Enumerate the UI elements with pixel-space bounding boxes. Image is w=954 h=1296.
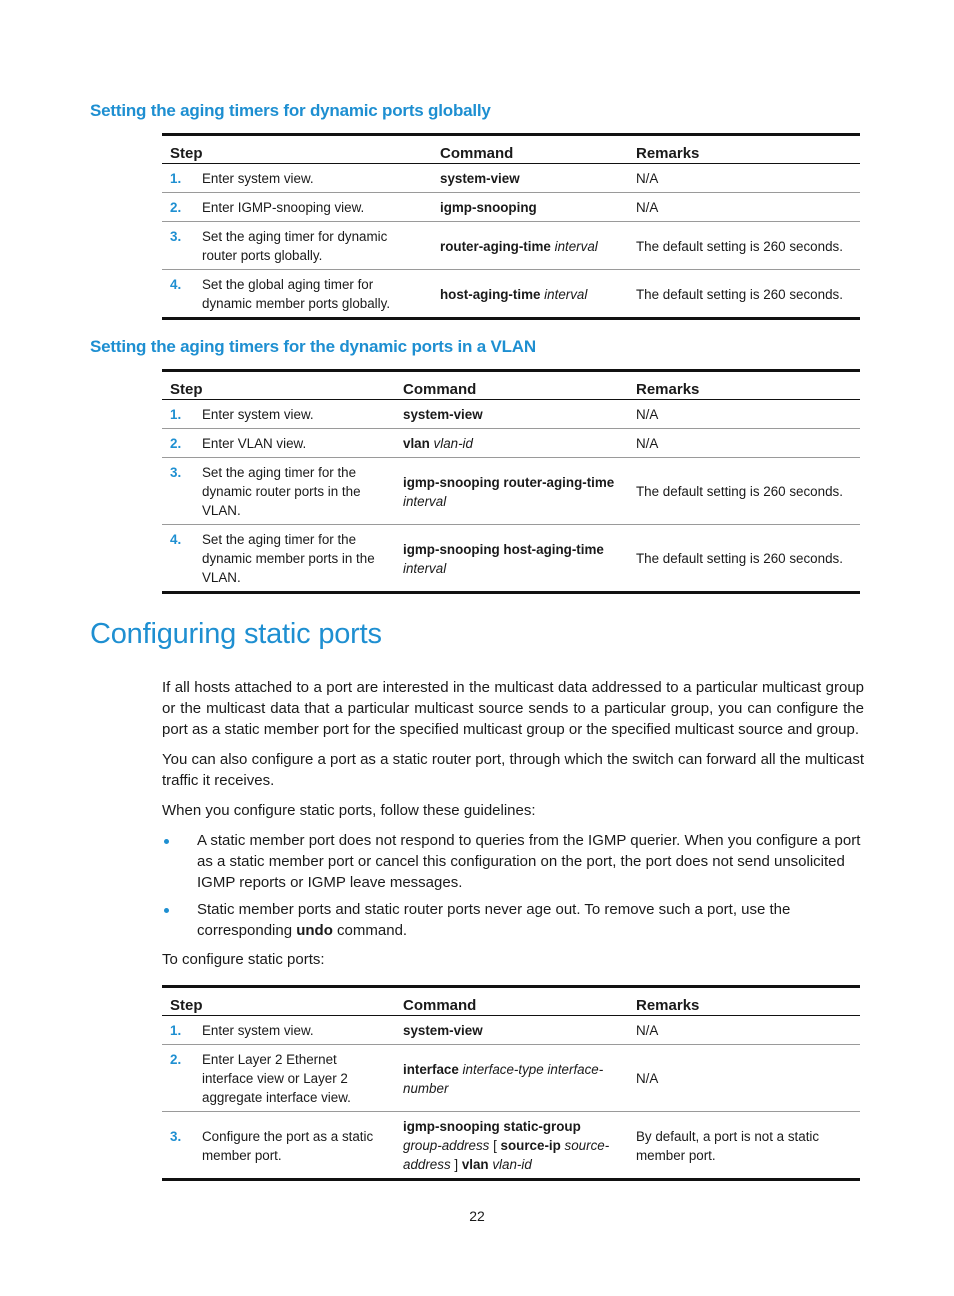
paragraph-to-configure: To configure static ports: — [162, 951, 325, 968]
step-number: 4. — [170, 277, 182, 292]
command-keyword: igmp-snooping router-aging-time — [403, 474, 615, 490]
command-argument: interface-type interface-number — [403, 1061, 604, 1096]
step-cell — [162, 193, 432, 222]
section-heading-global: Setting the aging timers for dynamic ports globally — [90, 101, 491, 120]
step-text: Set the aging timer for the dynamic router ports in the VLAN. — [202, 465, 361, 518]
col-header-remarks: Remarks — [636, 381, 700, 398]
step-cell — [162, 270, 432, 319]
col-header-remarks: Remarks — [636, 145, 700, 162]
step-cell — [162, 525, 395, 593]
table-row — [162, 525, 860, 593]
table-row — [162, 1112, 860, 1180]
paragraph-router-port: You can also configure a port as a static router port, through which the switch can forward all the multicast traffic it receives. — [162, 751, 864, 789]
remarks-cell: The default setting is 260 seconds. — [636, 484, 843, 499]
table-header-row — [162, 135, 860, 164]
table-row — [162, 429, 860, 458]
table-row — [162, 164, 860, 193]
command-keyword: system-view — [440, 171, 520, 186]
remarks-cell: N/A — [636, 1071, 659, 1086]
command-cell — [395, 1016, 628, 1045]
step-text: Enter VLAN view. — [202, 436, 307, 451]
body-text — [162, 677, 864, 979]
step-cell — [162, 429, 395, 458]
step-cell — [162, 1016, 395, 1045]
command-keyword: igmp-snooping — [440, 200, 537, 215]
table-global-aging — [162, 133, 860, 320]
paragraph-guidelines: When you configure static ports, follow these guidelines: — [162, 802, 536, 819]
table-row — [162, 1045, 860, 1112]
command-argument: interval — [554, 238, 598, 254]
step-text: Enter system view. — [202, 1023, 314, 1038]
command-cell — [395, 400, 628, 429]
step-cell — [162, 400, 395, 429]
col-header-step: Step — [170, 145, 203, 162]
col-header-command: Command — [440, 145, 514, 162]
command-argument: vlan-id — [488, 1157, 532, 1172]
command-argument: source-address — [403, 1138, 610, 1172]
command-punctuation: ] — [450, 1157, 462, 1172]
step-number: 2. — [170, 1052, 182, 1067]
table-static-ports — [162, 985, 860, 1181]
step-text: Set the aging timer for dynamic router ports globally. — [202, 229, 388, 263]
table-vlan-aging — [162, 369, 860, 594]
col-header-command: Command — [403, 997, 477, 1014]
step-text: Enter IGMP-snooping view. — [202, 200, 365, 215]
step-cell — [162, 1112, 395, 1180]
step-cell — [162, 164, 432, 193]
command-punctuation: [ — [489, 1138, 501, 1153]
step-text: Enter Layer 2 Ethernet interface view or Layer 2 aggregate interface view. — [202, 1052, 351, 1105]
col-header-remarks: Remarks — [636, 997, 700, 1014]
step-text: Configure the port as a static member port. — [202, 1128, 374, 1163]
remarks-cell: N/A — [636, 171, 659, 186]
remarks-cell: N/A — [636, 436, 659, 451]
command-keyword: interface — [403, 1061, 459, 1077]
step-cell — [162, 222, 432, 270]
step-number: 1. — [170, 1023, 182, 1038]
undo-keyword: undo — [296, 922, 333, 939]
step-number: 2. — [170, 200, 182, 215]
command-keyword: host-aging-time — [440, 286, 541, 302]
command-argument: group-address — [403, 1138, 490, 1153]
command-keyword: router-aging-time — [440, 238, 551, 254]
command-cell — [395, 1112, 628, 1180]
bullet-icon — [164, 839, 169, 844]
command-keyword: system-view — [403, 1023, 483, 1038]
command-cell — [432, 222, 628, 270]
command-cell — [395, 1045, 628, 1112]
page-number: 22 — [469, 1208, 485, 1224]
section-heading-vlan: Setting the aging timers for the dynamic ports in a VLAN — [90, 337, 536, 356]
step-text: Set the aging timer for the dynamic member ports in the VLAN. — [202, 532, 375, 585]
command-keyword: source-ip — [500, 1138, 561, 1153]
command-argument: vlan-id — [433, 436, 473, 451]
col-header-step: Step — [170, 381, 203, 398]
command-keyword: igmp-snooping static-group — [403, 1119, 581, 1134]
remarks-cell: By default, a port is not a static member port. — [636, 1128, 820, 1163]
step-text: Enter system view. — [202, 171, 314, 186]
command-cell — [395, 429, 628, 458]
table-header-row — [162, 371, 860, 400]
remarks-cell: N/A — [636, 407, 659, 422]
remarks-cell: N/A — [636, 1023, 659, 1038]
command-cell — [432, 270, 628, 319]
remarks-cell: N/A — [636, 200, 659, 215]
command-cell — [395, 458, 628, 525]
page-title: Configuring static ports — [90, 618, 382, 650]
step-number: 3. — [170, 1128, 182, 1144]
guideline-list — [162, 830, 864, 941]
step-number: 1. — [170, 407, 182, 422]
step-text: Set the global aging timer for dynamic member ports globally. — [202, 277, 391, 311]
paragraph-intro: If all hosts attached to a port are interested in the multicast data addressed to a particular multicast group or the multicast data that a particular multicast source sends to a particular group, you can configure the port as a static member port for the specified multicast group or the specified multicast source and group. — [162, 679, 864, 738]
command-argument: interval — [403, 493, 447, 509]
table-header-row — [162, 987, 860, 1016]
command-cell — [432, 164, 628, 193]
table-row — [162, 193, 860, 222]
table-row — [162, 400, 860, 429]
step-text: Enter system view. — [202, 407, 314, 422]
command-argument: interval — [403, 560, 447, 576]
table-row — [162, 458, 860, 525]
col-header-command: Command — [403, 381, 477, 398]
col-header-step: Step — [170, 997, 203, 1014]
command-keyword: igmp-snooping host-aging-time — [403, 541, 604, 557]
list-item: A static member port does not respond to queries from the IGMP querier. When you configure a port as a static member port or cancel this configuration on the port, the port does not send unsolicited IGMP reports or IGMP leave messages. — [162, 830, 864, 893]
table-row — [162, 270, 860, 319]
step-number: 3. — [170, 465, 182, 480]
table-row — [162, 1016, 860, 1045]
remarks-cell: The default setting is 260 seconds. — [636, 238, 843, 254]
command-keyword: system-view — [403, 407, 483, 422]
step-number: 4. — [170, 532, 182, 547]
remarks-cell: The default setting is 260 seconds. — [636, 286, 843, 302]
step-cell — [162, 458, 395, 525]
bullet-icon — [164, 908, 169, 913]
command-cell — [432, 193, 628, 222]
step-cell — [162, 1045, 395, 1112]
step-number: 2. — [170, 436, 182, 451]
command-keyword: vlan — [461, 1157, 489, 1172]
list-item: Static member ports and static router ports never age out. To remove such a port, use the corresponding undo command. — [162, 899, 864, 941]
step-number: 1. — [170, 171, 182, 186]
command-cell — [395, 525, 628, 593]
command-keyword: vlan — [403, 436, 430, 451]
table-row — [162, 222, 860, 270]
remarks-cell: The default setting is 260 seconds. — [636, 551, 843, 566]
step-number: 3. — [170, 229, 182, 244]
command-argument: interval — [544, 286, 588, 302]
